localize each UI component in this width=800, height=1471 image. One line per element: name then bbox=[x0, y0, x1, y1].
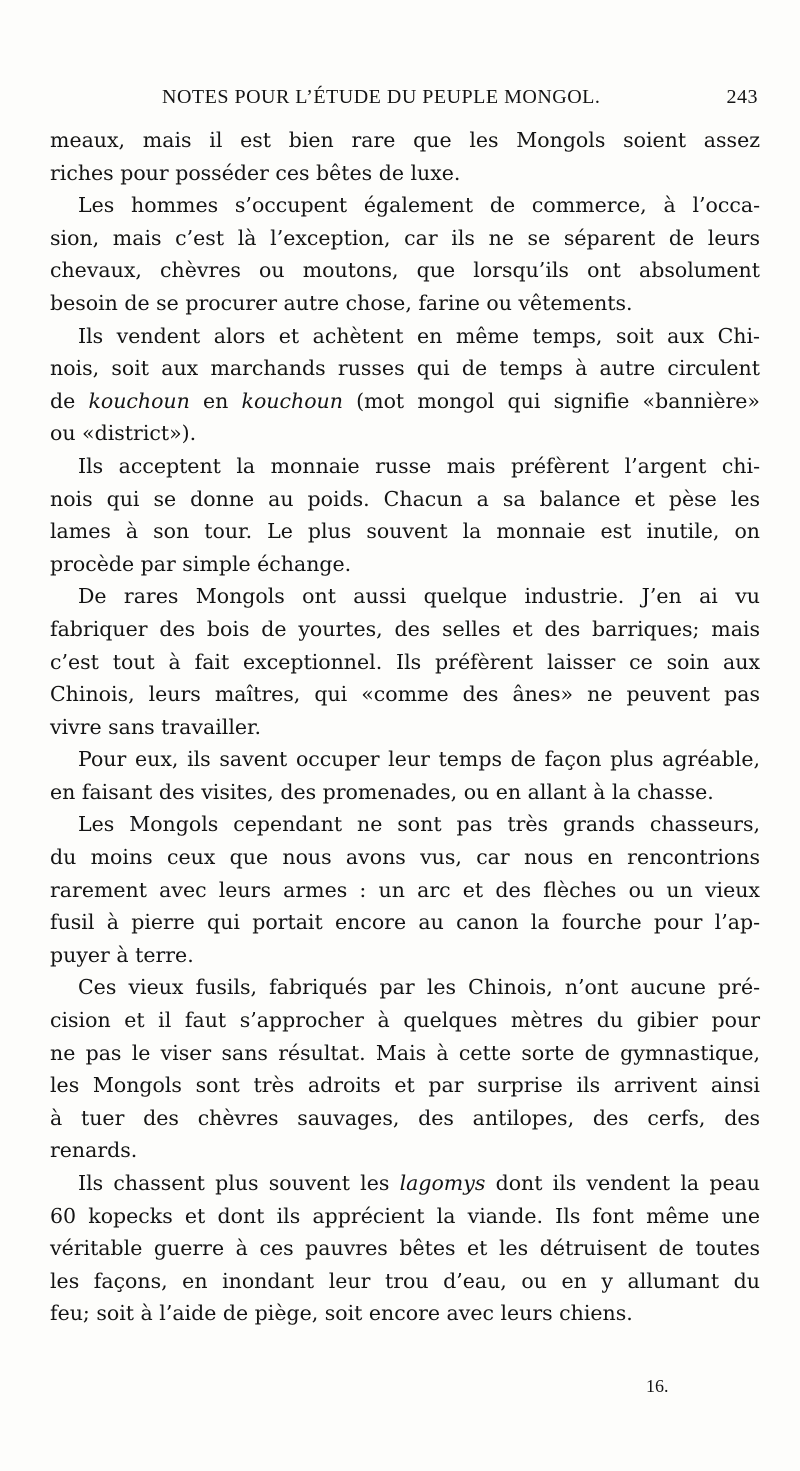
text-line: rarement avec leurs armes : un arc et des flèches ou un vieux bbox=[50, 877, 760, 902]
text-line: fabriquer des bois de yourtes, des selles et des barriques; mais bbox=[50, 616, 760, 641]
italic-term: kouchoun bbox=[241, 388, 343, 413]
text-line: lames à son tour. Le plus souvent la monnaie est inutile, on bbox=[50, 519, 760, 544]
text-line: véritable guerre à ces pauvres bêtes et les détruisent de toutes bbox=[50, 1236, 760, 1261]
text-line: ou «district»). bbox=[50, 421, 197, 446]
text-line: meaux, mais il est bien rare que les Mongols soient assez bbox=[50, 128, 760, 152]
text-span: dont ils vendent la peau bbox=[485, 1171, 760, 1195]
text-line: besoin de se procurer autre chose, farine ou vêtements. bbox=[50, 290, 633, 315]
italic-term: lagomys bbox=[399, 1171, 486, 1195]
text-line: riches pour posséder ces bêtes de luxe. bbox=[50, 160, 461, 185]
page-number: 243 bbox=[726, 86, 758, 108]
text-line: Les hommes s’occupent également de commerce, à l’occa- bbox=[78, 193, 760, 218]
text-line: procède par simple échange. bbox=[50, 551, 352, 576]
text-line: chevaux, chèvres ou moutons, que lorsqu’ils ont absolument bbox=[50, 258, 760, 283]
body-text bbox=[50, 124, 760, 1330]
text-line: renards. bbox=[50, 1138, 138, 1163]
running-head bbox=[50, 86, 758, 116]
text-line: du moins ceux que nous avons vus, car nous en rencontrions bbox=[50, 845, 760, 870]
text-line: Ces vieux fusils, fabriqués par les Chinois, n’ont aucune pré- bbox=[78, 975, 760, 1000]
signature-mark: 16. bbox=[646, 1376, 669, 1396]
text-line: nois qui se donne au poids. Chacun a sa balance et pèse les bbox=[50, 486, 760, 511]
text-line: Pour eux, ils savent occuper leur temps de façon plus agréable, bbox=[78, 747, 760, 772]
text-span: de bbox=[50, 388, 89, 413]
text-line: les Mongols sont très adroits et par surprise ils arrivent ainsi bbox=[50, 1073, 760, 1098]
text-line: à tuer des chèvres sauvages, des antilopes, des cerfs, des bbox=[50, 1105, 760, 1130]
text-line: Ils vendent alors et achètent en même temps, soit aux Chi- bbox=[78, 323, 760, 348]
text-span: (mot mongol qui signifie «bannière» bbox=[342, 388, 760, 413]
text-line bbox=[50, 385, 760, 418]
text-line bbox=[50, 1167, 760, 1200]
text-line: sion, mais c’est là l’exception, car ils ne se séparent de leurs bbox=[50, 225, 760, 250]
text-line: ne pas le viser sans résultat. Mais à cette sorte de gymnastique, bbox=[50, 1040, 760, 1065]
text-line: cision et il faut s’approcher à quelques mètres du gibier pour bbox=[50, 1008, 760, 1033]
text-line: en faisant des visites, des promenades, ou en allant à la chasse. bbox=[50, 779, 714, 804]
text-span: en bbox=[189, 388, 242, 413]
text-line: les façons, en inondant leur trou d’eau, ou en y allumant du bbox=[50, 1268, 760, 1293]
text-line: 60 kopecks et dont ils apprécient la viande. Ils font même une bbox=[50, 1203, 760, 1228]
text-line: vivre sans travailler. bbox=[50, 714, 262, 739]
running-head-title: NOTES POUR L’ÉTUDE DU PEUPLE MONGOL. bbox=[162, 86, 601, 108]
text-line: fusil à pierre qui portait encore au canon la fourche pour l’ap- bbox=[50, 910, 760, 935]
text-line: Les Mongols cependant ne sont pas très grands chasseurs, bbox=[78, 812, 760, 837]
text-line: c’est tout à fait exceptionnel. Ils préfèrent laisser ce soin aux bbox=[50, 649, 760, 674]
italic-term: kouchoun bbox=[88, 388, 190, 413]
text-line: De rares Mongols ont aussi quelque industrie. J’en ai vu bbox=[78, 584, 760, 609]
text-span: Ils chassent plus souvent les bbox=[78, 1171, 400, 1195]
text-line: puyer à terre. bbox=[50, 942, 194, 967]
text-line: Ils acceptent la monnaie russe mais préfèrent l’argent chi- bbox=[78, 453, 760, 478]
text-line: Chinois, leurs maîtres, qui «comme des ânes» ne peuvent pas bbox=[50, 682, 760, 707]
text-line: feu; soit à l’aide de piège, soit encore avec leurs chiens. bbox=[50, 1301, 633, 1326]
text-line: nois, soit aux marchands russes qui de temps à autre circulent bbox=[50, 356, 760, 381]
